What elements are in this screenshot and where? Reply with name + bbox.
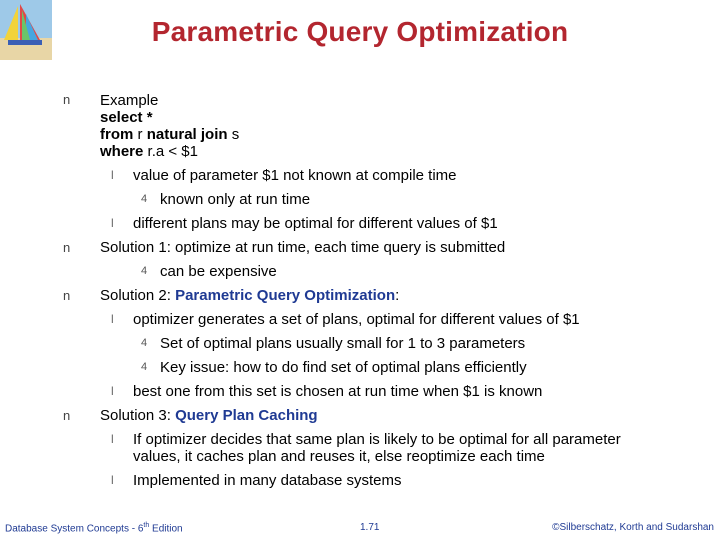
bullet-icon: l [111,168,114,182]
point-different-plans: different plans may be optimal for different values of $1 [133,215,498,232]
slide-title: Parametric Query Optimization [151,16,569,47]
solution-2-point-1: optimizer generates a set of plans, optimal for different values of $1 [133,311,580,328]
arrow-bullet-icon: 4 [141,361,148,373]
point-run-time: known only at run time [160,191,311,208]
bullet-icon: n [63,92,71,107]
arrow-bullet-icon: 4 [141,337,148,349]
arrow-bullet-icon: 4 [141,265,148,277]
query-where-line: where r.a < $1 [100,143,198,160]
query-from-line: from r natural join s [100,126,240,143]
footer-copyright: ©Silberschatz, Korth and Sudarshan [552,522,714,533]
solution-2-sub-2: Key issue: how to do find set of optimal plans efficiently [160,359,527,376]
bullet-icon: l [111,432,114,446]
solution-2: Solution 2: Parametric Query Optimization: [100,287,400,304]
solution-2-point-2: best one from this set is chosen at run time when $1 is known [133,383,543,400]
bullet-icon: n [63,288,71,303]
arrow-bullet-icon: 4 [141,193,148,205]
point-compile-time: value of parameter $1 not known at compile time [133,167,457,184]
solution-3-point-1-line-1: If optimizer decides that same plan is likely to be optimal for all parameter [133,431,621,448]
bullet-icon: l [111,216,114,230]
bullet-icon: n [63,240,71,255]
query-select-line: select * [100,109,153,126]
bullet-icon: l [111,384,114,398]
example-label: Example [100,92,159,109]
solution-3-point-2: Implemented in many database systems [133,472,402,489]
bullet-icon: l [111,473,114,487]
solution-2-sub-1: Set of optimal plans usually small for 1 to 3 parameters [160,335,526,352]
bullet-icon: n [63,408,71,423]
solution-1: Solution 1: optimize at run time, each time query is submitted [100,239,506,256]
bullet-icon: l [111,312,114,326]
solution-3-point-1-line-2: values, it caches plan and reuses it, else reoptimize each time [133,448,545,465]
solution-3: Solution 3: Query Plan Caching [100,407,318,424]
solution-1-note: can be expensive [160,263,277,280]
footer-book-title: Database System Concepts - 6th Edition [5,522,183,535]
footer-page-number: 1.71 [360,522,380,533]
